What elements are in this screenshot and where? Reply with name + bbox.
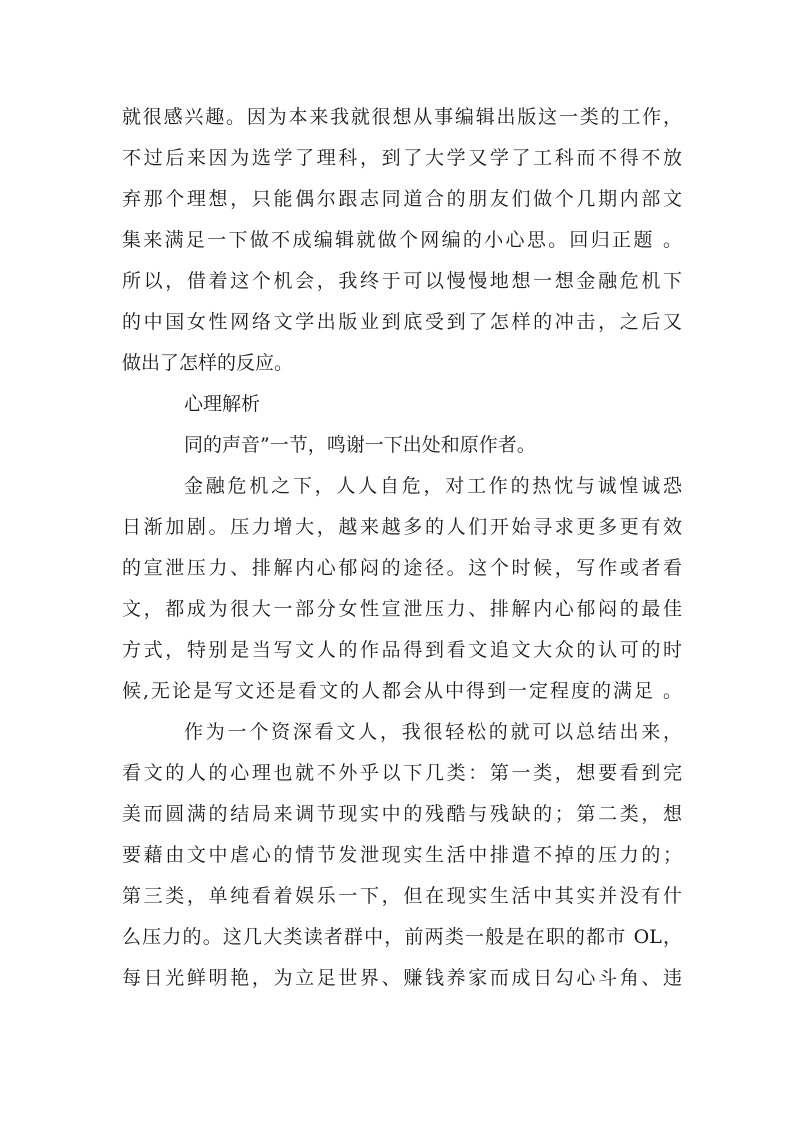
text-line: 日渐加剧。压力增大，越来越多的人们开始寻求更多更有效: [122, 516, 682, 538]
text-line: 不过后来因为选学了理科，到了大学又学了工科而不得不放: [122, 147, 682, 169]
text-line: 第三类，单纯看着娱乐一下，但在现实生活中其实并没有什: [122, 885, 682, 907]
text-line: 每日光鲜明艳，为立足世界、赚钱养家而成日勾心斗角、违: [122, 967, 682, 989]
text-line: 文，都成为很大一部分女性宣泄压力、排解内心郁闷的最佳: [122, 598, 682, 620]
text-line: 美而圆满的结局来调节现实中的残酷与残缺的；第二类，想: [122, 803, 682, 825]
text-line: 金融危机之下，人人自危，对工作的热忱与诚惶诚恐: [184, 475, 682, 497]
text-line: 要藉由文中虐心的情节发泄现实生活中排遣不掉的压力的；: [122, 844, 682, 866]
text-line: 做出了怎样的反应。: [122, 352, 294, 374]
text-line: 就很感兴趣。因为本来我就很想从事编辑出版这一类的工作，: [122, 106, 682, 128]
text-line: 集来满足一下做不成编辑就做个网编的小心思。回归正题 。: [122, 229, 682, 251]
body-text: [122, 97, 682, 999]
text-line: 弃那个理想，只能偶尔跟志同道合的朋友们做个几期内部文: [122, 188, 682, 210]
text-line: 作为一个资深看文人，我很轻松的就可以总结出来，: [184, 721, 682, 743]
text-line: 么压力的。这几大类读者群中，前两类一般是在职的都市 OL，: [122, 926, 682, 948]
text-line: 的宣泄压力、排解内心郁闷的途径。这个时候，写作或者看: [122, 557, 682, 579]
text-line: 候,无论是写文还是看文的人都会从中得到一定程度的满足 。: [122, 680, 682, 702]
text-line: 的中国女性网络文学出版业到底受到了怎样的冲击，之后又: [122, 311, 682, 333]
text-line: 方式，特别是当写文人的作品得到看文追文大众的认可的时: [122, 639, 682, 661]
text-line: 看文的人的心理也就不外乎以下几类：第一类，想要看到完: [122, 762, 682, 784]
section-heading: 心理解析: [184, 393, 261, 415]
text-line: 同的声音”一节，鸣谢一下出处和原作者。: [184, 434, 536, 456]
text-line: 所以，借着这个机会，我终于可以慢慢地想一想金融危机下: [122, 270, 682, 292]
